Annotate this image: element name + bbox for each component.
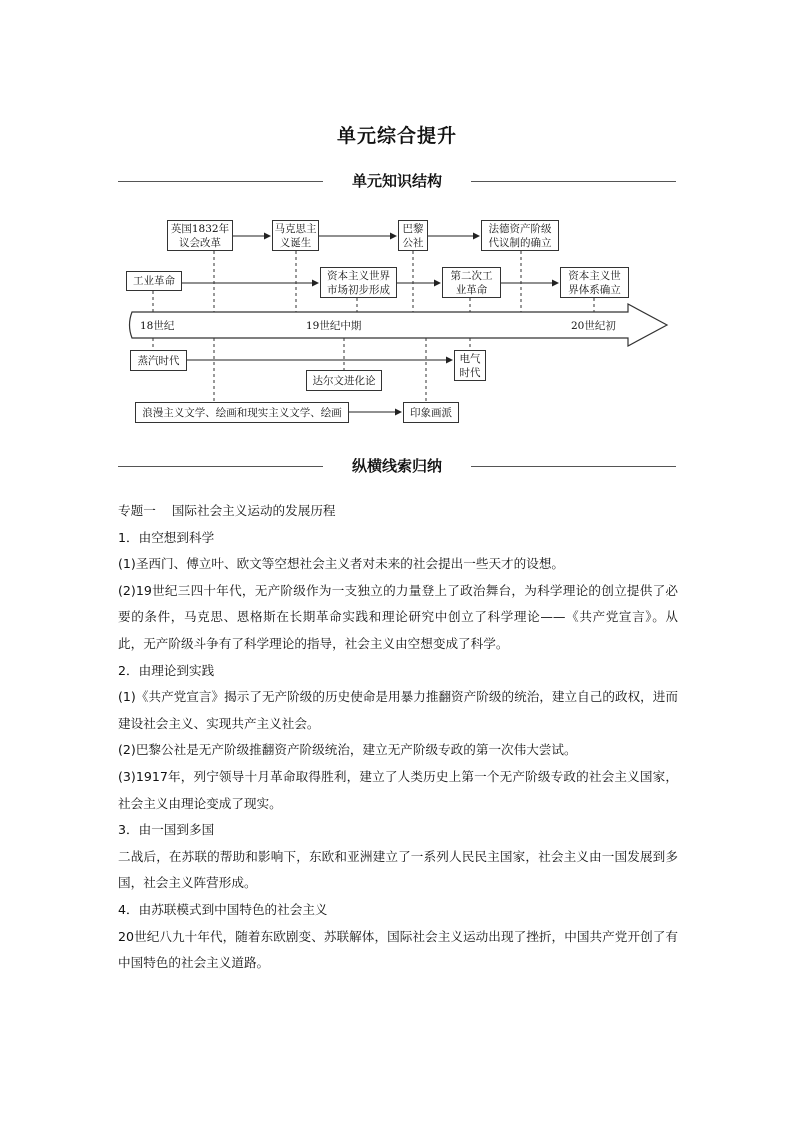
subheading-1: 1．由空想到科学 xyxy=(118,529,215,545)
section-title: 单元知识结构 xyxy=(351,172,442,190)
box-romanticism-realism: 浪漫主义文学、绘画和现实主义文学、绘画 xyxy=(135,402,349,423)
subheading-4: 4．由苏联模式到中国特色的社会主义 xyxy=(118,901,328,917)
subheading-3: 3．由一国到多国 xyxy=(118,822,215,838)
topic-heading xyxy=(118,498,678,525)
paragraph: (2)巴黎公社是无产阶级推翻资产阶级统治，建立无产阶级专政的第一次伟大尝试。 xyxy=(118,742,577,758)
section-title: 纵横线索归纳 xyxy=(351,457,442,475)
box-steam-age: 蒸汽时代 xyxy=(130,350,187,371)
box-industrial-revolution: 工业革命 xyxy=(126,271,182,291)
timeline-label-20c: 20世纪初 xyxy=(571,320,616,332)
box-paris-commune: 巴黎 公社 xyxy=(398,220,428,251)
paragraph: (1)圣西门、傅立叶、欧文等空想社会主义者对未来的社会提出一些天才的设想。 xyxy=(118,556,565,572)
box-capitalist-system: 资本主义世 界体系确立 xyxy=(560,267,629,298)
box-darwin: 达尔文进化论 xyxy=(306,370,382,391)
box-marxism: 马克思主 义诞生 xyxy=(272,220,319,251)
section-heading-clues xyxy=(118,455,676,477)
paragraph: (1)《共产党宣言》揭示了无产阶级的历史使命是用暴力推翻资产阶级的统治，建立自己的政权，进而建设社会主义、实现共产主义社会。 xyxy=(118,689,678,731)
box-second-industrial-revolution: 第二次工 业革命 xyxy=(442,267,501,298)
subheading-2: 2．由理论到实践 xyxy=(118,662,215,678)
heading-rule-right xyxy=(471,466,676,467)
timeline-label-18c: 18世纪 xyxy=(140,320,175,332)
box-electric-age: 电气 时代 xyxy=(454,350,486,381)
paragraph: (3)1917年，列宁领导十月革命取得胜利，建立了人类历史上第一个无产阶级专政的社会主义国家，社会主义由理论变成了现实。 xyxy=(118,768,678,811)
paragraph: 二战后，在苏联的帮助和影响下，东欧和亚洲建立了一系列人民民主国家，社会主义由一国发展到多国，社会主义阵营形成。 xyxy=(118,848,678,891)
timeline-label-19c: 19世纪中期 xyxy=(306,320,362,332)
topic-body xyxy=(118,498,678,977)
box-impressionism: 印象画派 xyxy=(403,402,459,423)
topic-title: 国际社会主义运动的发展历程 xyxy=(171,503,336,518)
box-british-reform: 英国1832年 议会改革 xyxy=(167,220,233,251)
topic-label: 专题一 xyxy=(118,503,156,518)
paragraph: (2)19世纪三四十年代，无产阶级作为一支独立的力量登上了政治舞台，为科学理论的创立提供了必要的条件，马克思、恩格斯在长期革命实践和理论研究中创立了科学理论——《共产党宣言》。从此，无产阶级斗争有了科学理论的指导，社会主义由空想变成了科学。 xyxy=(118,582,678,651)
box-world-market: 资本主义世界 市场初步形成 xyxy=(320,267,397,298)
paragraph: 20世纪八九十年代，随着东欧剧变、苏联解体，国际社会主义运动出现了挫折，中国共产党开创了有中国特色的社会主义道路。 xyxy=(118,928,678,971)
box-french-german-parliament: 法德资产阶级 代议制的确立 xyxy=(481,220,559,251)
page-title: 单元综合提升 xyxy=(336,125,457,147)
